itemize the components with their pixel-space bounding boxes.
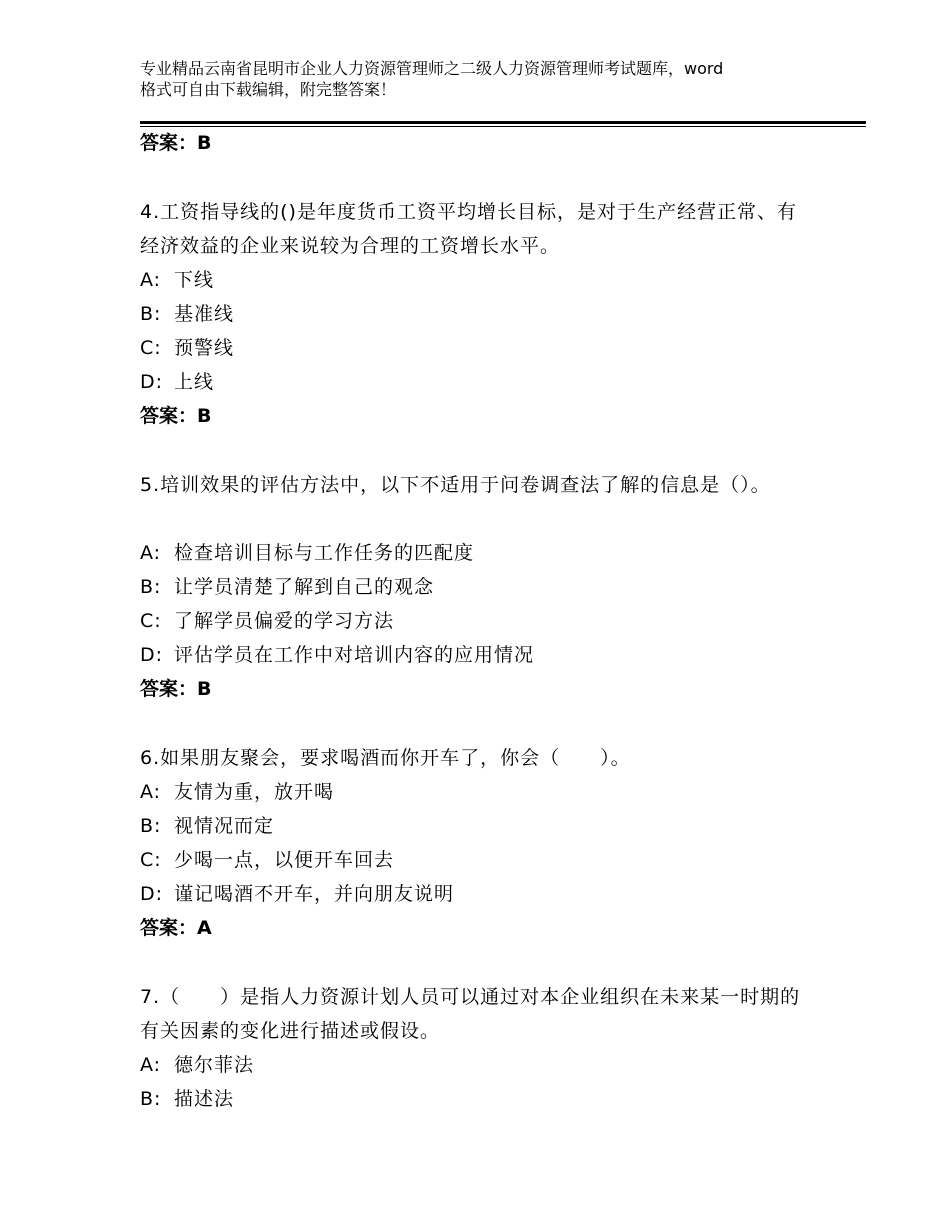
question-5-option-a (140, 540, 474, 566)
option-text: 德尔菲法 (174, 1054, 255, 1076)
question-4-option-b (140, 301, 234, 327)
question-6-option-b (140, 813, 274, 839)
option-key: A: (140, 1054, 162, 1076)
option-key: B: (140, 815, 162, 837)
question-5-option-c (140, 608, 394, 634)
question-5-text: 5.培训效果的评估方法中，以下不适用于问卷调查法了解的信息是（）。 (140, 474, 771, 496)
question-7-option-a (140, 1052, 254, 1078)
option-key: C: (140, 849, 162, 871)
option-key: A: (140, 542, 162, 564)
option-key: B: (140, 576, 162, 598)
question-4-option-d (140, 369, 214, 395)
header-divider-thin (140, 126, 866, 127)
option-text: 检查培训目标与工作任务的匹配度 (174, 542, 475, 564)
option-key: B: (140, 1088, 162, 1110)
option-text: 友情为重，放开喝 (174, 781, 335, 803)
option-key: C: (140, 610, 162, 632)
document-header (140, 58, 840, 100)
question-5-option-b (140, 574, 434, 600)
answer-q6: 答案：A (140, 917, 212, 939)
header-title-line-1: 专业精品云南省昆明市企业人力资源管理师之二级人力资源管理师考试题库，word (140, 59, 724, 78)
option-key: C: (140, 337, 162, 359)
option-text: 谨记喝酒不开车，并向朋友说明 (174, 883, 455, 905)
option-text: 基准线 (174, 303, 235, 325)
option-key: D: (140, 644, 164, 666)
option-key: B: (140, 303, 162, 325)
option-text: 预警线 (174, 337, 235, 359)
question-5-option-d (140, 642, 534, 668)
question-7-text: 7.（ ）是指人力资源计划人员可以通过对本企业组织在未来某一时期的有关因素的变化进行描述或假设。 (140, 986, 801, 1042)
header-title-line-2: 格式可自由下载编辑，附完整答案！ (140, 80, 397, 99)
option-text: 描述法 (174, 1088, 235, 1110)
option-text: 少喝一点，以便开车回去 (174, 849, 395, 871)
option-text: 视情况而定 (174, 815, 275, 837)
answer-q3: 答案：B (140, 132, 212, 154)
answer-q5: 答案：B (140, 678, 212, 700)
question-7-option-b (140, 1086, 234, 1112)
option-text: 上线 (174, 371, 215, 393)
question-6-option-a (140, 779, 334, 805)
option-text: 评估学员在工作中对培训内容的应用情况 (174, 644, 535, 666)
option-key: A: (140, 781, 162, 803)
header-divider-thick (140, 121, 866, 124)
option-text: 让学员清楚了解到自己的观念 (174, 576, 435, 598)
option-key: D: (140, 883, 164, 905)
question-4-option-c (140, 335, 234, 361)
option-key: D: (140, 371, 164, 393)
question-6-option-c (140, 847, 394, 873)
answer-q4: 答案：B (140, 405, 212, 427)
option-key: A: (140, 269, 162, 291)
option-text: 了解学员偏爱的学习方法 (174, 610, 395, 632)
question-4-option-a (140, 267, 214, 293)
question-6-text: 6.如果朋友聚会，要求喝酒而你开车了，你会（ ）。 (140, 747, 631, 769)
question-4-text: 4.工资指导线的()是年度货币工资平均增长目标，是对于生产经营正常、有经济效益的企业来说较为合理的工资增长水平。 (140, 201, 797, 257)
question-6-option-d (140, 881, 454, 907)
option-text: 下线 (174, 269, 215, 291)
